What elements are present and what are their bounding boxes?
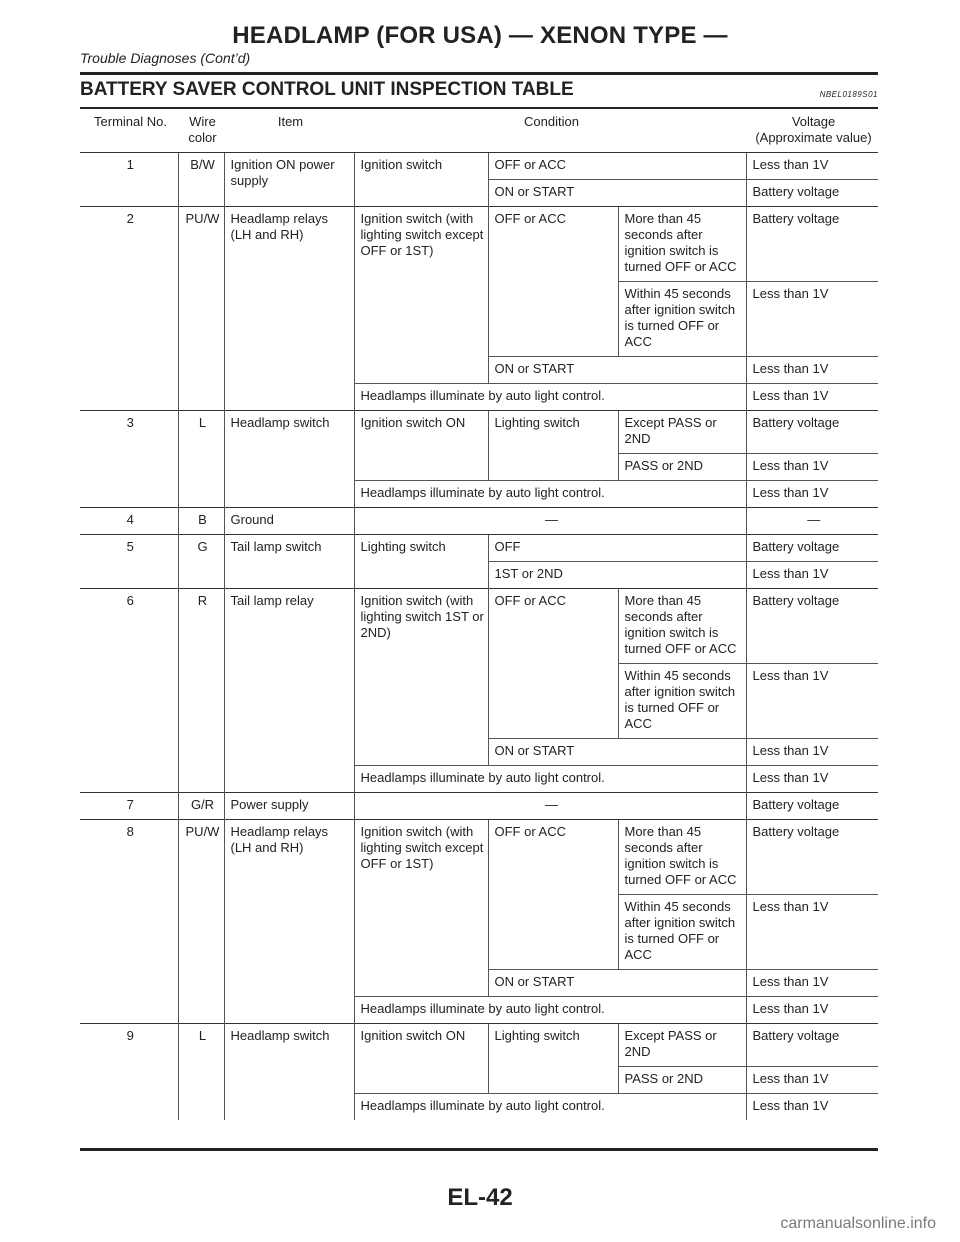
cell-condition: More than 45 seconds after ignition switch is turned OFF or ACC bbox=[618, 207, 746, 282]
cell-condition: Ignition switch (with lighting switch 1ST or 2ND) bbox=[354, 589, 488, 766]
cell-item: Headlamp switch bbox=[224, 411, 354, 508]
cell-item: Tail lamp switch bbox=[224, 535, 354, 589]
cell-terminal: 8 bbox=[80, 820, 178, 1024]
cell-condition: OFF bbox=[488, 535, 746, 562]
cell-condition: Lighting switch bbox=[354, 535, 488, 589]
cell-condition: OFF or ACC bbox=[488, 207, 618, 357]
cell-condition: OFF or ACC bbox=[488, 589, 618, 739]
cell-voltage: Less than 1V bbox=[746, 282, 878, 357]
cell-voltage: Less than 1V bbox=[746, 384, 878, 411]
cell-voltage: Battery voltage bbox=[746, 180, 878, 207]
table-header-row bbox=[80, 112, 878, 153]
page-header-subtitle: Trouble Diagnoses (Cont’d) bbox=[80, 50, 251, 66]
cell-condition: OFF or ACC bbox=[488, 820, 618, 970]
header-wire-color: Wire color bbox=[188, 114, 217, 145]
cell-voltage: Less than 1V bbox=[746, 895, 878, 970]
cell-voltage: Less than 1V bbox=[746, 1094, 878, 1121]
cell-condition: Headlamps illuminate by auto light control. bbox=[354, 997, 746, 1024]
cell-item: Headlamp switch bbox=[224, 1024, 354, 1121]
cell-condition: Within 45 seconds after ignition switch is turned OFF or ACC bbox=[618, 282, 746, 357]
cell-condition: — bbox=[354, 508, 746, 535]
cell-terminal: 4 bbox=[80, 508, 178, 535]
table-row bbox=[80, 153, 878, 180]
cell-condition: 1ST or 2ND bbox=[488, 562, 746, 589]
cell-item: Headlamp relays (LH and RH) bbox=[224, 820, 354, 1024]
table-bottom-rule bbox=[80, 1148, 878, 1151]
page-number: EL-42 bbox=[447, 1184, 513, 1211]
cell-condition: Headlamps illuminate by auto light control. bbox=[354, 384, 746, 411]
cell-condition: Except PASS or 2ND bbox=[618, 411, 746, 454]
cell-voltage: Battery voltage bbox=[746, 820, 878, 895]
cell-condition: Ignition switch ON bbox=[354, 1024, 488, 1094]
cell-condition: Except PASS or 2ND bbox=[618, 1024, 746, 1067]
cell-wire: G bbox=[178, 535, 224, 589]
cell-voltage: Less than 1V bbox=[746, 970, 878, 997]
cell-voltage: Less than 1V bbox=[746, 454, 878, 481]
cell-condition: Headlamps illuminate by auto light control. bbox=[354, 1094, 746, 1121]
cell-condition: ON or START bbox=[488, 739, 746, 766]
section-code: NBEL0189S01 bbox=[819, 90, 878, 99]
cell-item: Headlamp relays (LH and RH) bbox=[224, 207, 354, 411]
cell-terminal: 3 bbox=[80, 411, 178, 508]
table-row bbox=[80, 589, 878, 664]
cell-voltage: Less than 1V bbox=[746, 997, 878, 1024]
cell-voltage: Less than 1V bbox=[746, 766, 878, 793]
cell-voltage: Battery voltage bbox=[746, 411, 878, 454]
cell-condition: Within 45 seconds after ignition switch is turned OFF or ACC bbox=[618, 664, 746, 739]
cell-item: Ignition ON power supply bbox=[224, 153, 354, 207]
section-title: BATTERY SAVER CONTROL UNIT INSPECTION TABLE bbox=[80, 79, 574, 100]
cell-condition: — bbox=[354, 793, 746, 820]
table-row bbox=[80, 508, 878, 535]
cell-voltage: Battery voltage bbox=[746, 793, 878, 820]
cell-condition: Within 45 seconds after ignition switch is turned OFF or ACC bbox=[618, 895, 746, 970]
cell-condition: ON or START bbox=[488, 357, 746, 384]
cell-terminal: 9 bbox=[80, 1024, 178, 1121]
cell-condition: Headlamps illuminate by auto light control. bbox=[354, 481, 746, 508]
header-condition: Condition bbox=[524, 114, 579, 129]
cell-condition: PASS or 2ND bbox=[618, 1067, 746, 1094]
cell-wire: B/W bbox=[178, 153, 224, 207]
cell-voltage: Less than 1V bbox=[746, 153, 878, 180]
cell-condition: PASS or 2ND bbox=[618, 454, 746, 481]
cell-voltage: Less than 1V bbox=[746, 357, 878, 384]
cell-condition: OFF or ACC bbox=[488, 153, 746, 180]
cell-voltage: Battery voltage bbox=[746, 207, 878, 282]
cell-wire: R bbox=[178, 589, 224, 793]
cell-voltage: Battery voltage bbox=[746, 1024, 878, 1067]
cell-voltage: Less than 1V bbox=[746, 739, 878, 766]
page-header-title: HEADLAMP (FOR USA) — XENON TYPE — bbox=[232, 22, 728, 49]
watermark: carmanualsonline.info bbox=[780, 1215, 936, 1232]
cell-voltage: Less than 1V bbox=[746, 664, 878, 739]
cell-condition: Ignition switch ON bbox=[354, 411, 488, 481]
table-row bbox=[80, 207, 878, 282]
cell-wire: PU/W bbox=[178, 207, 224, 411]
cell-wire: L bbox=[178, 411, 224, 508]
inspection-table bbox=[80, 112, 878, 1120]
cell-wire: L bbox=[178, 1024, 224, 1121]
cell-item: Power supply bbox=[224, 793, 354, 820]
cell-terminal: 5 bbox=[80, 535, 178, 589]
cell-condition: Ignition switch (with lighting switch except OFF or 1ST) bbox=[354, 207, 488, 384]
cell-voltage: Less than 1V bbox=[746, 1067, 878, 1094]
cell-condition: Ignition switch (with lighting switch except OFF or 1ST) bbox=[354, 820, 488, 997]
section-rule bbox=[80, 107, 878, 109]
cell-condition: ON or START bbox=[488, 970, 746, 997]
cell-condition: More than 45 seconds after ignition switch is turned OFF or ACC bbox=[618, 820, 746, 895]
table-row bbox=[80, 411, 878, 454]
cell-condition: Lighting switch bbox=[488, 1024, 618, 1094]
header-rule bbox=[80, 72, 878, 75]
cell-voltage: — bbox=[746, 508, 878, 535]
cell-wire: G/R bbox=[178, 793, 224, 820]
cell-wire: B bbox=[178, 508, 224, 535]
table-row bbox=[80, 535, 878, 562]
cell-item: Ground bbox=[224, 508, 354, 535]
cell-voltage: Battery voltage bbox=[746, 535, 878, 562]
table-row bbox=[80, 820, 878, 895]
header-terminal: Terminal No. bbox=[94, 114, 167, 129]
cell-voltage: Less than 1V bbox=[746, 562, 878, 589]
header-item: Item bbox=[277, 114, 304, 129]
cell-item: Tail lamp relay bbox=[224, 589, 354, 793]
cell-terminal: 2 bbox=[80, 207, 178, 411]
cell-voltage: Battery voltage bbox=[746, 589, 878, 664]
cell-terminal: 7 bbox=[80, 793, 178, 820]
cell-terminal: 1 bbox=[80, 153, 178, 207]
cell-voltage: Less than 1V bbox=[746, 481, 878, 508]
cell-condition: Headlamps illuminate by auto light control. bbox=[354, 766, 746, 793]
cell-condition: More than 45 seconds after ignition switch is turned OFF or ACC bbox=[618, 589, 746, 664]
cell-condition: ON or START bbox=[488, 180, 746, 207]
cell-condition: Lighting switch bbox=[488, 411, 618, 481]
header-voltage: Voltage (Approximate value) bbox=[755, 114, 872, 145]
table-row bbox=[80, 793, 878, 820]
cell-terminal: 6 bbox=[80, 589, 178, 793]
cell-condition: Ignition switch bbox=[354, 153, 488, 207]
cell-wire: PU/W bbox=[178, 820, 224, 1024]
table-row bbox=[80, 1024, 878, 1067]
